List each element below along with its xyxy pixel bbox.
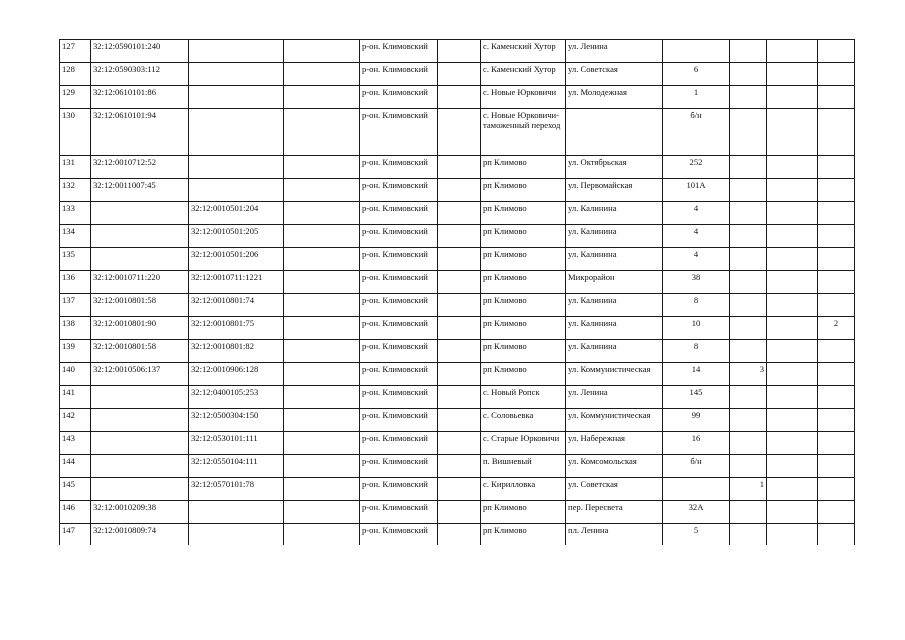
cadastral-number-cell xyxy=(91,409,189,432)
building-cadastral-number-cell: 32:12:0010801:75 xyxy=(189,317,284,340)
count-cell xyxy=(730,179,767,202)
house-number-cell: 8 xyxy=(663,340,730,363)
count-cell xyxy=(818,524,855,545)
house-number-cell: 4 xyxy=(663,248,730,271)
house-number-cell: 32А xyxy=(663,501,730,524)
empty-cell xyxy=(284,478,360,501)
district-cell: р-он. Климовский xyxy=(360,294,438,317)
empty-cell xyxy=(438,40,481,63)
empty-cell xyxy=(284,294,360,317)
empty-cell xyxy=(438,63,481,86)
locality-cell: рп Климово xyxy=(481,294,566,317)
row-number-cell: 144 xyxy=(60,455,91,478)
table-row xyxy=(60,409,855,432)
district-cell: р-он. Климовский xyxy=(360,340,438,363)
empty-cell xyxy=(438,524,481,545)
empty-cell xyxy=(284,179,360,202)
count-cell xyxy=(730,294,767,317)
cadastral-number-cell xyxy=(91,225,189,248)
empty-cell xyxy=(438,478,481,501)
table-row xyxy=(60,225,855,248)
street-cell: пл. Ленина xyxy=(566,524,663,545)
street-cell: ул. Советская xyxy=(566,63,663,86)
empty-cell xyxy=(284,202,360,225)
building-cadastral-number-cell: 32:12:0500304:150 xyxy=(189,409,284,432)
empty-cell xyxy=(438,86,481,109)
count-cell xyxy=(818,455,855,478)
count-cell xyxy=(730,432,767,455)
building-cadastral-number-cell xyxy=(189,40,284,63)
cadastral-number-cell: 32:12:0010712:52 xyxy=(91,156,189,179)
street-cell: ул. Ленина xyxy=(566,40,663,63)
empty-cell xyxy=(284,363,360,386)
count-cell xyxy=(730,455,767,478)
house-number-cell: 145 xyxy=(663,386,730,409)
empty-cell xyxy=(767,63,818,86)
cadastral-number-cell: 32:12:0010506:137 xyxy=(91,363,189,386)
row-number-cell: 134 xyxy=(60,225,91,248)
district-cell: р-он. Климовский xyxy=(360,501,438,524)
building-cadastral-number-cell: 32:12:0010711:1221 xyxy=(189,271,284,294)
empty-cell xyxy=(284,156,360,179)
empty-cell xyxy=(284,501,360,524)
table-row xyxy=(60,271,855,294)
house-number-cell: 4 xyxy=(663,225,730,248)
count-cell xyxy=(730,63,767,86)
empty-cell xyxy=(438,317,481,340)
building-cadastral-number-cell: 32:12:0010801:82 xyxy=(189,340,284,363)
row-number-cell: 142 xyxy=(60,409,91,432)
empty-cell xyxy=(284,248,360,271)
empty-cell xyxy=(767,248,818,271)
district-cell: р-он. Климовский xyxy=(360,109,438,156)
building-cadastral-number-cell: 32:12:0010501:206 xyxy=(189,248,284,271)
empty-cell xyxy=(767,363,818,386)
empty-cell xyxy=(767,156,818,179)
count-cell xyxy=(818,202,855,225)
cadastral-number-cell xyxy=(91,432,189,455)
empty-cell xyxy=(767,271,818,294)
empty-cell xyxy=(438,363,481,386)
count-cell xyxy=(730,202,767,225)
count-cell xyxy=(730,317,767,340)
empty-cell xyxy=(767,409,818,432)
district-cell: р-он. Климовский xyxy=(360,86,438,109)
table-row xyxy=(60,432,855,455)
table-row xyxy=(60,340,855,363)
district-cell: р-он. Климовский xyxy=(360,40,438,63)
district-cell: р-он. Климовский xyxy=(360,317,438,340)
count-cell: 3 xyxy=(730,363,767,386)
count-cell xyxy=(730,386,767,409)
count-cell xyxy=(818,109,855,156)
empty-cell xyxy=(438,248,481,271)
count-cell xyxy=(730,248,767,271)
count-cell xyxy=(730,225,767,248)
count-cell xyxy=(730,86,767,109)
house-number-cell: 8 xyxy=(663,294,730,317)
cadastral-number-cell: 32:12:0011007:45 xyxy=(91,179,189,202)
count-cell xyxy=(818,248,855,271)
street-cell: ул. Набережная xyxy=(566,432,663,455)
locality-cell: рп Климово xyxy=(481,225,566,248)
building-cadastral-number-cell: 32:12:0400105:253 xyxy=(189,386,284,409)
district-cell: р-он. Климовский xyxy=(360,478,438,501)
building-cadastral-number-cell xyxy=(189,501,284,524)
empty-cell xyxy=(438,225,481,248)
street-cell: ул. Первомайская xyxy=(566,179,663,202)
cadastral-number-cell xyxy=(91,248,189,271)
house-number-cell: 10 xyxy=(663,317,730,340)
count-cell xyxy=(730,340,767,363)
empty-cell xyxy=(438,109,481,156)
empty-cell xyxy=(284,63,360,86)
empty-cell xyxy=(767,455,818,478)
empty-cell xyxy=(284,409,360,432)
locality-cell: с. Соловьевка xyxy=(481,409,566,432)
building-cadastral-number-cell xyxy=(189,179,284,202)
empty-cell xyxy=(767,109,818,156)
count-cell xyxy=(818,501,855,524)
cadastral-number-cell: 32:12:0610101:94 xyxy=(91,109,189,156)
street-cell: ул. Комсомольская xyxy=(566,455,663,478)
district-cell: р-он. Климовский xyxy=(360,179,438,202)
empty-cell xyxy=(438,386,481,409)
table-row xyxy=(60,501,855,524)
empty-cell xyxy=(284,386,360,409)
street-cell: ул. Калинина xyxy=(566,294,663,317)
street-cell xyxy=(566,109,663,156)
count-cell xyxy=(730,524,767,545)
empty-cell xyxy=(767,386,818,409)
locality-cell: рп Климово xyxy=(481,524,566,545)
empty-cell xyxy=(438,294,481,317)
count-cell xyxy=(818,86,855,109)
street-cell: ул. Калинина xyxy=(566,202,663,225)
locality-cell: с. Новые Юрковичи xyxy=(481,86,566,109)
locality-cell: с. Старые Юрковичи xyxy=(481,432,566,455)
locality-cell: с. Кирилловка xyxy=(481,478,566,501)
street-cell: ул. Коммунистическая xyxy=(566,363,663,386)
street-cell: ул. Калинина xyxy=(566,317,663,340)
locality-cell: п. Вишневый xyxy=(481,455,566,478)
locality-cell: с. Новый Ропск xyxy=(481,386,566,409)
district-cell: р-он. Климовский xyxy=(360,225,438,248)
district-cell: р-он. Климовский xyxy=(360,455,438,478)
house-number-cell: 4 xyxy=(663,202,730,225)
empty-cell xyxy=(438,179,481,202)
empty-cell xyxy=(767,524,818,545)
street-cell: ул. Калинина xyxy=(566,225,663,248)
house-number-cell: б/н xyxy=(663,455,730,478)
locality-cell: рп Климово xyxy=(481,501,566,524)
district-cell: р-он. Климовский xyxy=(360,63,438,86)
street-cell: Микрорайон xyxy=(566,271,663,294)
empty-cell xyxy=(767,294,818,317)
empty-cell xyxy=(438,455,481,478)
empty-cell xyxy=(438,156,481,179)
building-cadastral-number-cell: 32:12:0010906:128 xyxy=(189,363,284,386)
table-row xyxy=(60,63,855,86)
empty-cell xyxy=(438,271,481,294)
empty-cell xyxy=(438,202,481,225)
table-row xyxy=(60,294,855,317)
count-cell xyxy=(818,386,855,409)
house-number-cell: 38 xyxy=(663,271,730,294)
count-cell xyxy=(730,409,767,432)
building-cadastral-number-cell: 32:12:0570101:78 xyxy=(189,478,284,501)
count-cell xyxy=(818,225,855,248)
count-cell xyxy=(818,271,855,294)
street-cell: ул. Калинина xyxy=(566,340,663,363)
row-number-cell: 137 xyxy=(60,294,91,317)
street-cell: ул. Советская xyxy=(566,478,663,501)
count-cell: 1 xyxy=(730,478,767,501)
cadastral-number-cell xyxy=(91,455,189,478)
empty-cell xyxy=(767,317,818,340)
count-cell xyxy=(818,363,855,386)
building-cadastral-number-cell: 32:12:0010801:74 xyxy=(189,294,284,317)
cadastral-number-cell: 32:12:0010209:38 xyxy=(91,501,189,524)
count-cell xyxy=(818,478,855,501)
locality-cell: рп Климово xyxy=(481,340,566,363)
count-cell xyxy=(818,340,855,363)
building-cadastral-number-cell xyxy=(189,524,284,545)
locality-cell: с. Каменский Хутор xyxy=(481,63,566,86)
district-cell: р-он. Климовский xyxy=(360,248,438,271)
cadastral-number-cell: 32:12:0590101:240 xyxy=(91,40,189,63)
cadastral-number-cell xyxy=(91,478,189,501)
district-cell: р-он. Климовский xyxy=(360,432,438,455)
district-cell: р-он. Климовский xyxy=(360,409,438,432)
row-number-cell: 143 xyxy=(60,432,91,455)
empty-cell xyxy=(284,317,360,340)
district-cell: р-он. Климовский xyxy=(360,202,438,225)
cadastral-number-cell xyxy=(91,202,189,225)
table-row xyxy=(60,86,855,109)
building-cadastral-number-cell xyxy=(189,86,284,109)
empty-cell xyxy=(438,409,481,432)
district-cell: р-он. Климовский xyxy=(360,156,438,179)
empty-cell xyxy=(767,478,818,501)
table-row xyxy=(60,40,855,63)
empty-cell xyxy=(284,524,360,545)
house-number-cell: 252 xyxy=(663,156,730,179)
street-cell: ул. Коммунистическая xyxy=(566,409,663,432)
empty-cell xyxy=(438,501,481,524)
street-cell: ул. Молодежная xyxy=(566,86,663,109)
district-cell: р-он. Климовский xyxy=(360,271,438,294)
count-cell xyxy=(730,501,767,524)
house-number-cell: 6 xyxy=(663,63,730,86)
cadastral-number-cell xyxy=(91,386,189,409)
cadastral-number-cell: 32:12:0590303:112 xyxy=(91,63,189,86)
building-cadastral-number-cell xyxy=(189,109,284,156)
empty-cell xyxy=(767,340,818,363)
empty-cell xyxy=(767,432,818,455)
empty-cell xyxy=(284,340,360,363)
row-number-cell: 127 xyxy=(60,40,91,63)
table-row xyxy=(60,386,855,409)
empty-cell xyxy=(767,202,818,225)
empty-cell xyxy=(284,109,360,156)
count-cell xyxy=(818,294,855,317)
cadastral-number-cell: 32:12:0010801:58 xyxy=(91,340,189,363)
table-row xyxy=(60,109,855,156)
count-cell xyxy=(818,179,855,202)
empty-cell xyxy=(284,86,360,109)
row-number-cell: 129 xyxy=(60,86,91,109)
street-cell: ул. Ленина xyxy=(566,386,663,409)
house-number-cell xyxy=(663,40,730,63)
house-number-cell: 99 xyxy=(663,409,730,432)
table-row xyxy=(60,248,855,271)
table-row xyxy=(60,524,855,545)
building-cadastral-number-cell: 32:12:0010501:204 xyxy=(189,202,284,225)
building-cadastral-number-cell xyxy=(189,156,284,179)
locality-cell: рп Климово xyxy=(481,271,566,294)
empty-cell xyxy=(767,86,818,109)
street-cell: ул. Октябрьская xyxy=(566,156,663,179)
house-number-cell: 5 xyxy=(663,524,730,545)
building-cadastral-number-cell: 32:12:0530101:111 xyxy=(189,432,284,455)
locality-cell: рп Климово xyxy=(481,156,566,179)
house-number-cell: б/н xyxy=(663,109,730,156)
empty-cell xyxy=(284,432,360,455)
cadastral-number-cell: 32:12:0010801:90 xyxy=(91,317,189,340)
row-number-cell: 133 xyxy=(60,202,91,225)
street-cell: пер. Пересвета xyxy=(566,501,663,524)
count-cell: 2 xyxy=(818,317,855,340)
empty-cell xyxy=(767,225,818,248)
cadastral-number-cell: 32:12:0010801:58 xyxy=(91,294,189,317)
empty-cell xyxy=(284,225,360,248)
count-cell xyxy=(818,63,855,86)
table-row xyxy=(60,478,855,501)
row-number-cell: 139 xyxy=(60,340,91,363)
locality-cell: рп Климово xyxy=(481,179,566,202)
empty-cell xyxy=(284,40,360,63)
row-number-cell: 135 xyxy=(60,248,91,271)
table-row xyxy=(60,363,855,386)
house-number-cell: 1 xyxy=(663,86,730,109)
row-number-cell: 128 xyxy=(60,63,91,86)
empty-cell xyxy=(284,455,360,478)
locality-cell: рп Климово xyxy=(481,248,566,271)
count-cell xyxy=(730,156,767,179)
locality-cell: рп Климово xyxy=(481,363,566,386)
building-cadastral-number-cell: 32:12:0010501:205 xyxy=(189,225,284,248)
row-number-cell: 138 xyxy=(60,317,91,340)
table-row xyxy=(60,317,855,340)
empty-cell xyxy=(284,271,360,294)
count-cell xyxy=(730,271,767,294)
row-number-cell: 147 xyxy=(60,524,91,545)
district-cell: р-он. Климовский xyxy=(360,386,438,409)
empty-cell xyxy=(767,40,818,63)
street-cell: ул. Калинина xyxy=(566,248,663,271)
table-row xyxy=(60,202,855,225)
count-cell xyxy=(730,109,767,156)
registry-table-body xyxy=(60,40,855,545)
table-row xyxy=(60,156,855,179)
empty-cell xyxy=(438,432,481,455)
empty-cell xyxy=(767,179,818,202)
locality-cell: рп Климово xyxy=(481,202,566,225)
count-cell xyxy=(730,40,767,63)
house-number-cell: 101А xyxy=(663,179,730,202)
district-cell: р-он. Климовский xyxy=(360,363,438,386)
row-number-cell: 146 xyxy=(60,501,91,524)
cadastral-number-cell: 32:12:0610101:86 xyxy=(91,86,189,109)
row-number-cell: 131 xyxy=(60,156,91,179)
row-number-cell: 136 xyxy=(60,271,91,294)
cadastral-number-cell: 32:12:0010809:74 xyxy=(91,524,189,545)
building-cadastral-number-cell: 32:12:0550104:111 xyxy=(189,455,284,478)
count-cell xyxy=(818,432,855,455)
row-number-cell: 141 xyxy=(60,386,91,409)
locality-cell: рп Климово xyxy=(481,317,566,340)
district-cell: р-он. Климовский xyxy=(360,524,438,545)
count-cell xyxy=(818,409,855,432)
empty-cell xyxy=(767,501,818,524)
row-number-cell: 130 xyxy=(60,109,91,156)
house-number-cell: 14 xyxy=(663,363,730,386)
row-number-cell: 145 xyxy=(60,478,91,501)
house-number-cell xyxy=(663,478,730,501)
empty-cell xyxy=(438,340,481,363)
count-cell xyxy=(818,156,855,179)
locality-cell: с. Новые Юрковичи-таможенный переход xyxy=(481,109,566,156)
count-cell xyxy=(818,40,855,63)
building-cadastral-number-cell xyxy=(189,63,284,86)
locality-cell: с. Каменский Хутор xyxy=(481,40,566,63)
table-row xyxy=(60,179,855,202)
table-row xyxy=(60,455,855,478)
registry-table xyxy=(59,39,855,545)
row-number-cell: 132 xyxy=(60,179,91,202)
cadastral-number-cell: 32:12:0010711:220 xyxy=(91,271,189,294)
house-number-cell: 16 xyxy=(663,432,730,455)
row-number-cell: 140 xyxy=(60,363,91,386)
